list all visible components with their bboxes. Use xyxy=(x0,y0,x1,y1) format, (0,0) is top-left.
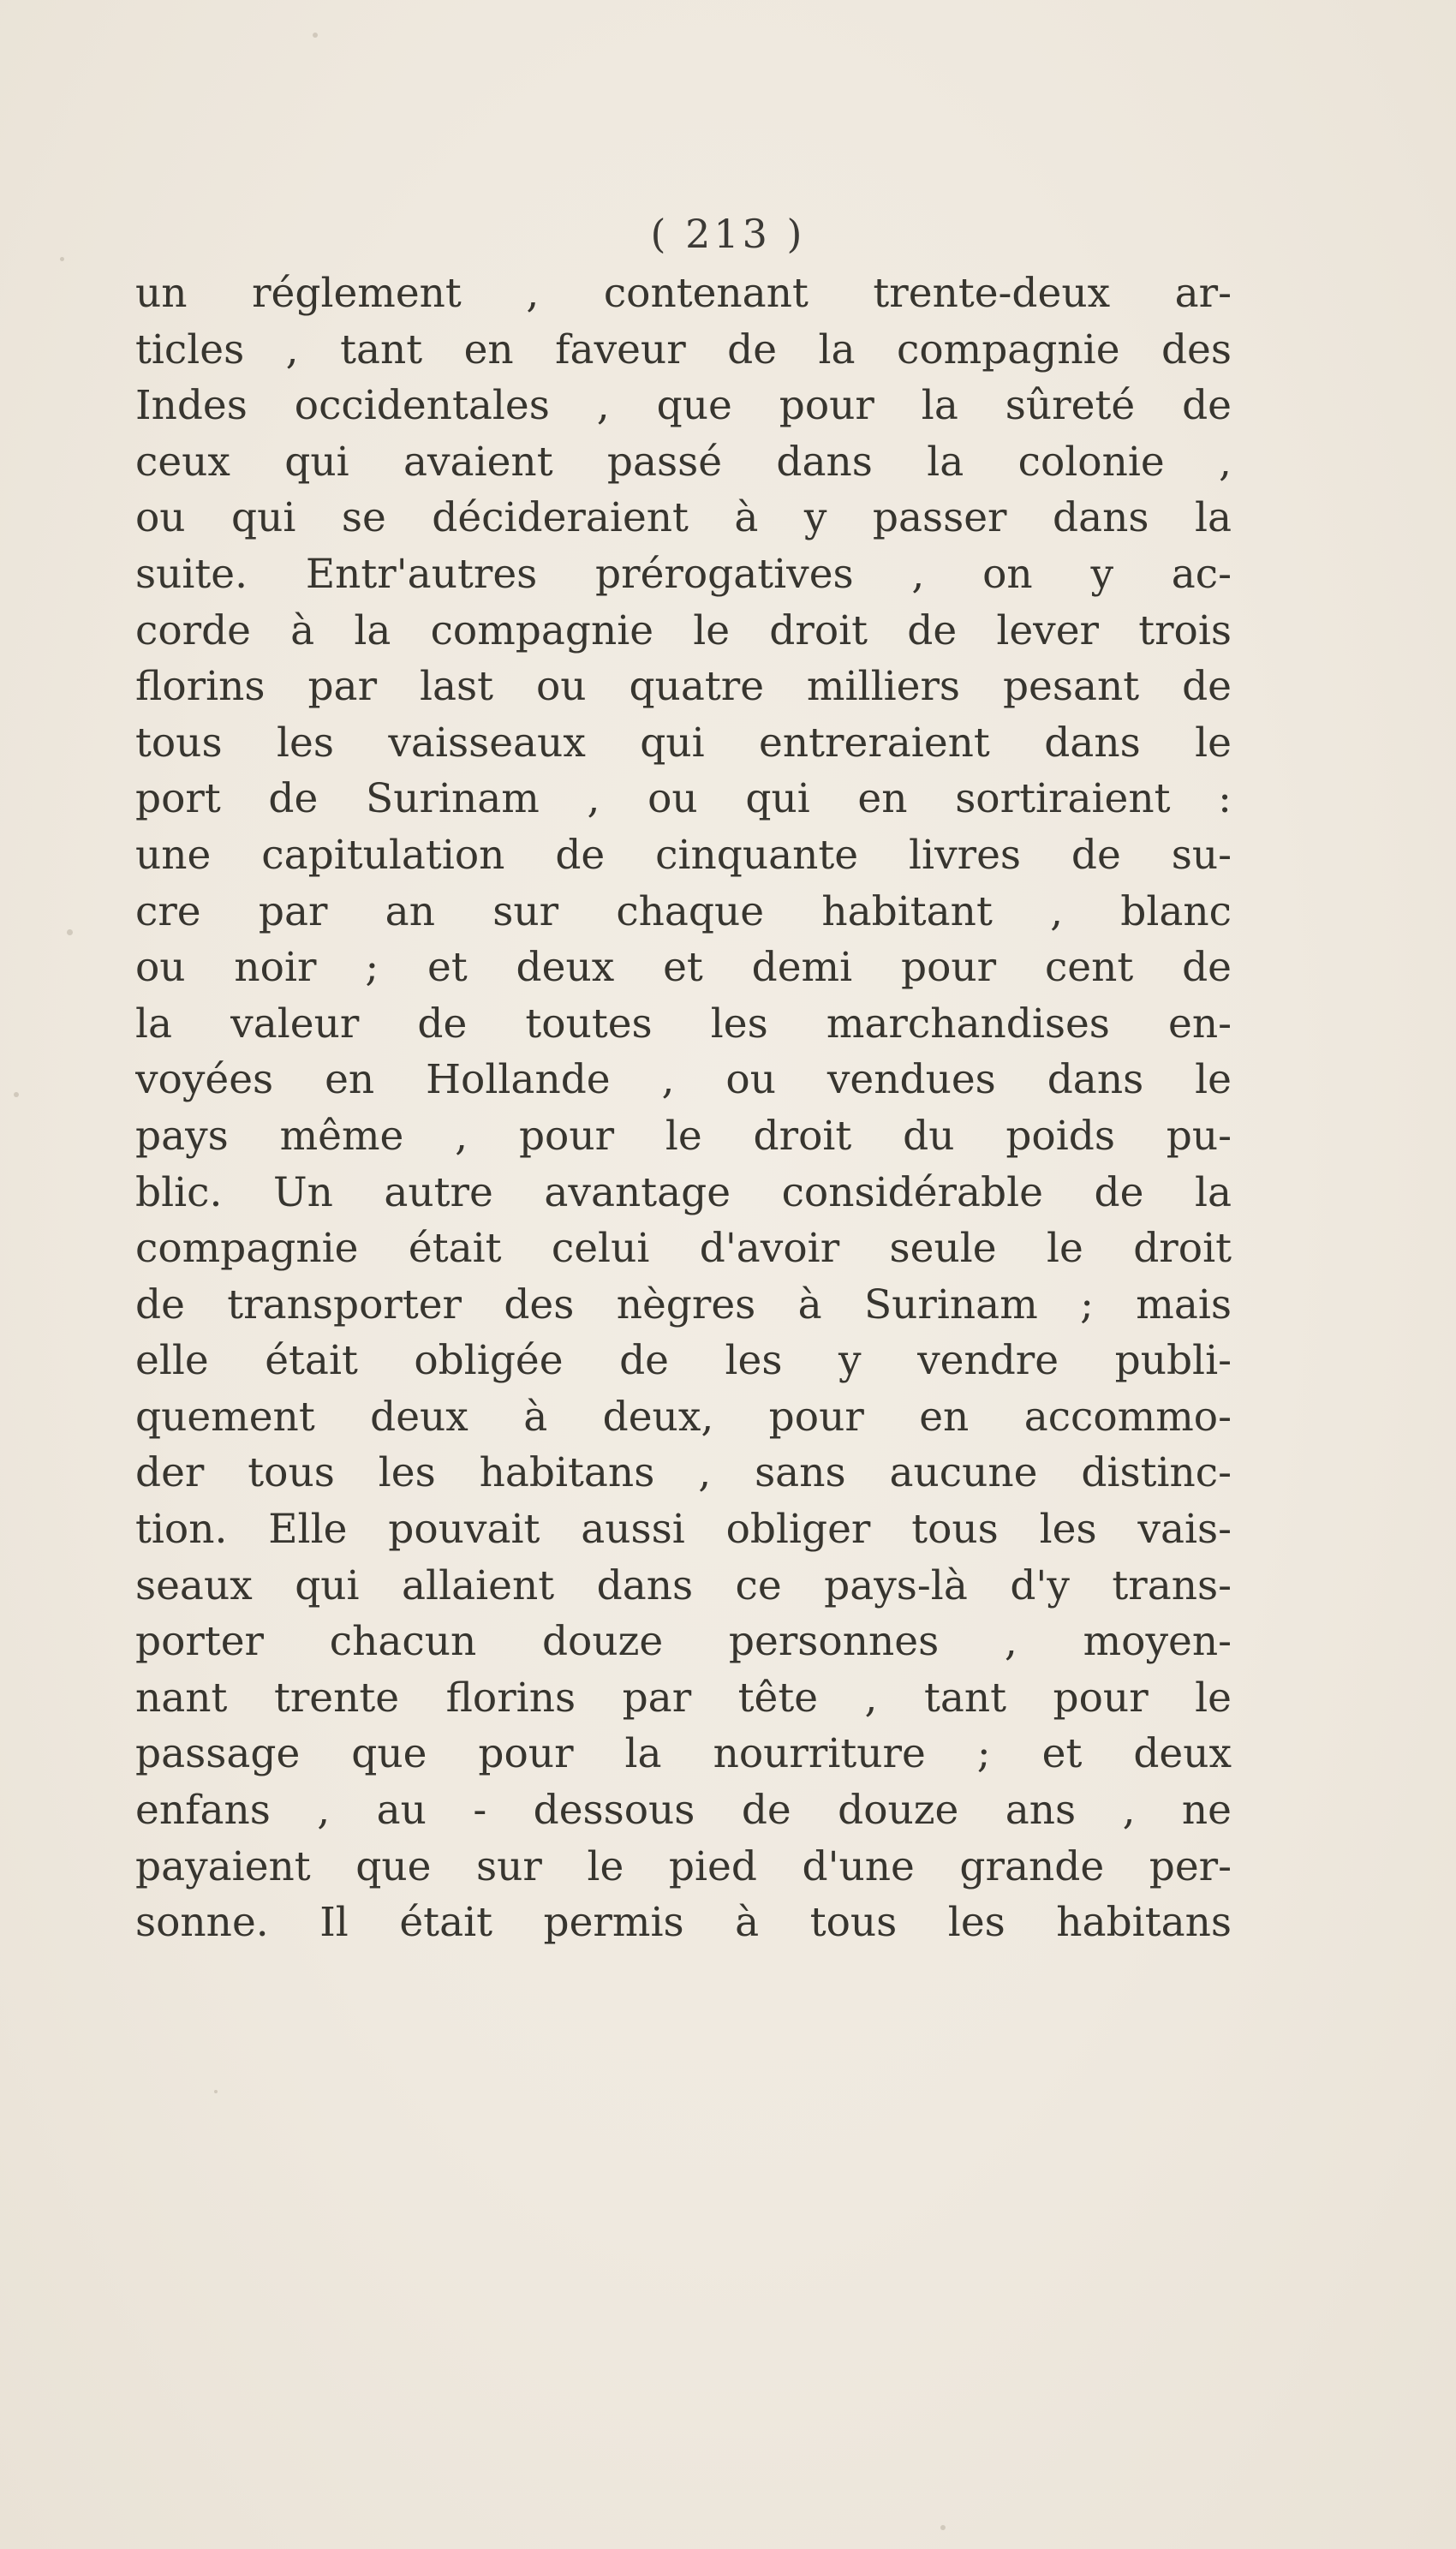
paper-speck xyxy=(214,2090,218,2093)
text-line: nant trente florins par tête , tant pour le xyxy=(135,1674,1232,1722)
text-line: pays même , pour le droit du poids pu- xyxy=(135,1112,1232,1160)
text-line: ceux qui avaient passé dans la colonie , xyxy=(135,438,1232,486)
page-number: ( 213 ) xyxy=(650,211,806,257)
text-line: une capitulation de cinquante livres de su- xyxy=(135,831,1232,879)
text-line: enfans , au - dessous de douze ans , ne xyxy=(135,1787,1232,1835)
text-line: elle était obligée de les y vendre publi- xyxy=(135,1337,1232,1385)
text-line: voyées en Hollande , ou vendues dans le xyxy=(135,1056,1232,1104)
text-line: sonne. Il était permis à tous les habitans xyxy=(135,1899,1232,1947)
text-line: tion. Elle pouvait aussi obliger tous les vais- xyxy=(135,1506,1232,1554)
text-line: porter chacun douze personnes , moyen- xyxy=(135,1618,1232,1666)
text-line: la valeur de toutes les marchandises en- xyxy=(135,1000,1232,1048)
text-line: ou qui se décideraient à y passer dans la xyxy=(135,494,1232,542)
text-line: der tous les habitans , sans aucune distinc- xyxy=(135,1449,1232,1497)
text-line: un réglement , contenant trente-deux ar- xyxy=(135,270,1232,317)
paper-speck xyxy=(67,929,73,935)
text-line: blic. Un autre avantage considérable de la xyxy=(135,1168,1232,1216)
paper-speck xyxy=(14,1092,19,1097)
paper-speck xyxy=(60,257,64,261)
text-line: port de Surinam , ou qui en sortiraient : xyxy=(135,775,1232,823)
paper-speck xyxy=(313,33,318,38)
text-line: ticles , tant en faveur de la compagnie des xyxy=(135,325,1232,373)
text-line: corde à la compagnie le droit de lever trois xyxy=(135,606,1232,654)
text-line: Indes occidentales , que pour la sûreté de xyxy=(135,382,1232,430)
body-text xyxy=(135,266,1232,1951)
text-line: payaient que sur le pied d'une grande per- xyxy=(135,1842,1232,1890)
text-line: compagnie était celui d'avoir seule le droit xyxy=(135,1225,1232,1273)
paper-speck xyxy=(940,2525,946,2530)
text-line: quement deux à deux, pour en accommo- xyxy=(135,1393,1232,1441)
text-line: cre par an sur chaque habitant , blanc xyxy=(135,887,1232,935)
text-line: tous les vaisseaux qui entreraient dans le xyxy=(135,719,1232,767)
text-line: passage que pour la nourriture ; et deux xyxy=(135,1730,1232,1778)
text-line: seaux qui allaient dans ce pays-là d'y trans- xyxy=(135,1561,1232,1609)
text-line: de transporter des nègres à Surinam ; mais xyxy=(135,1280,1232,1328)
text-line: suite. Entr'autres prérogatives , on y ac- xyxy=(135,550,1232,598)
text-line: florins par last ou quatre milliers pesant de xyxy=(135,663,1232,711)
text-line: ou noir ; et deux et demi pour cent de xyxy=(135,944,1232,992)
